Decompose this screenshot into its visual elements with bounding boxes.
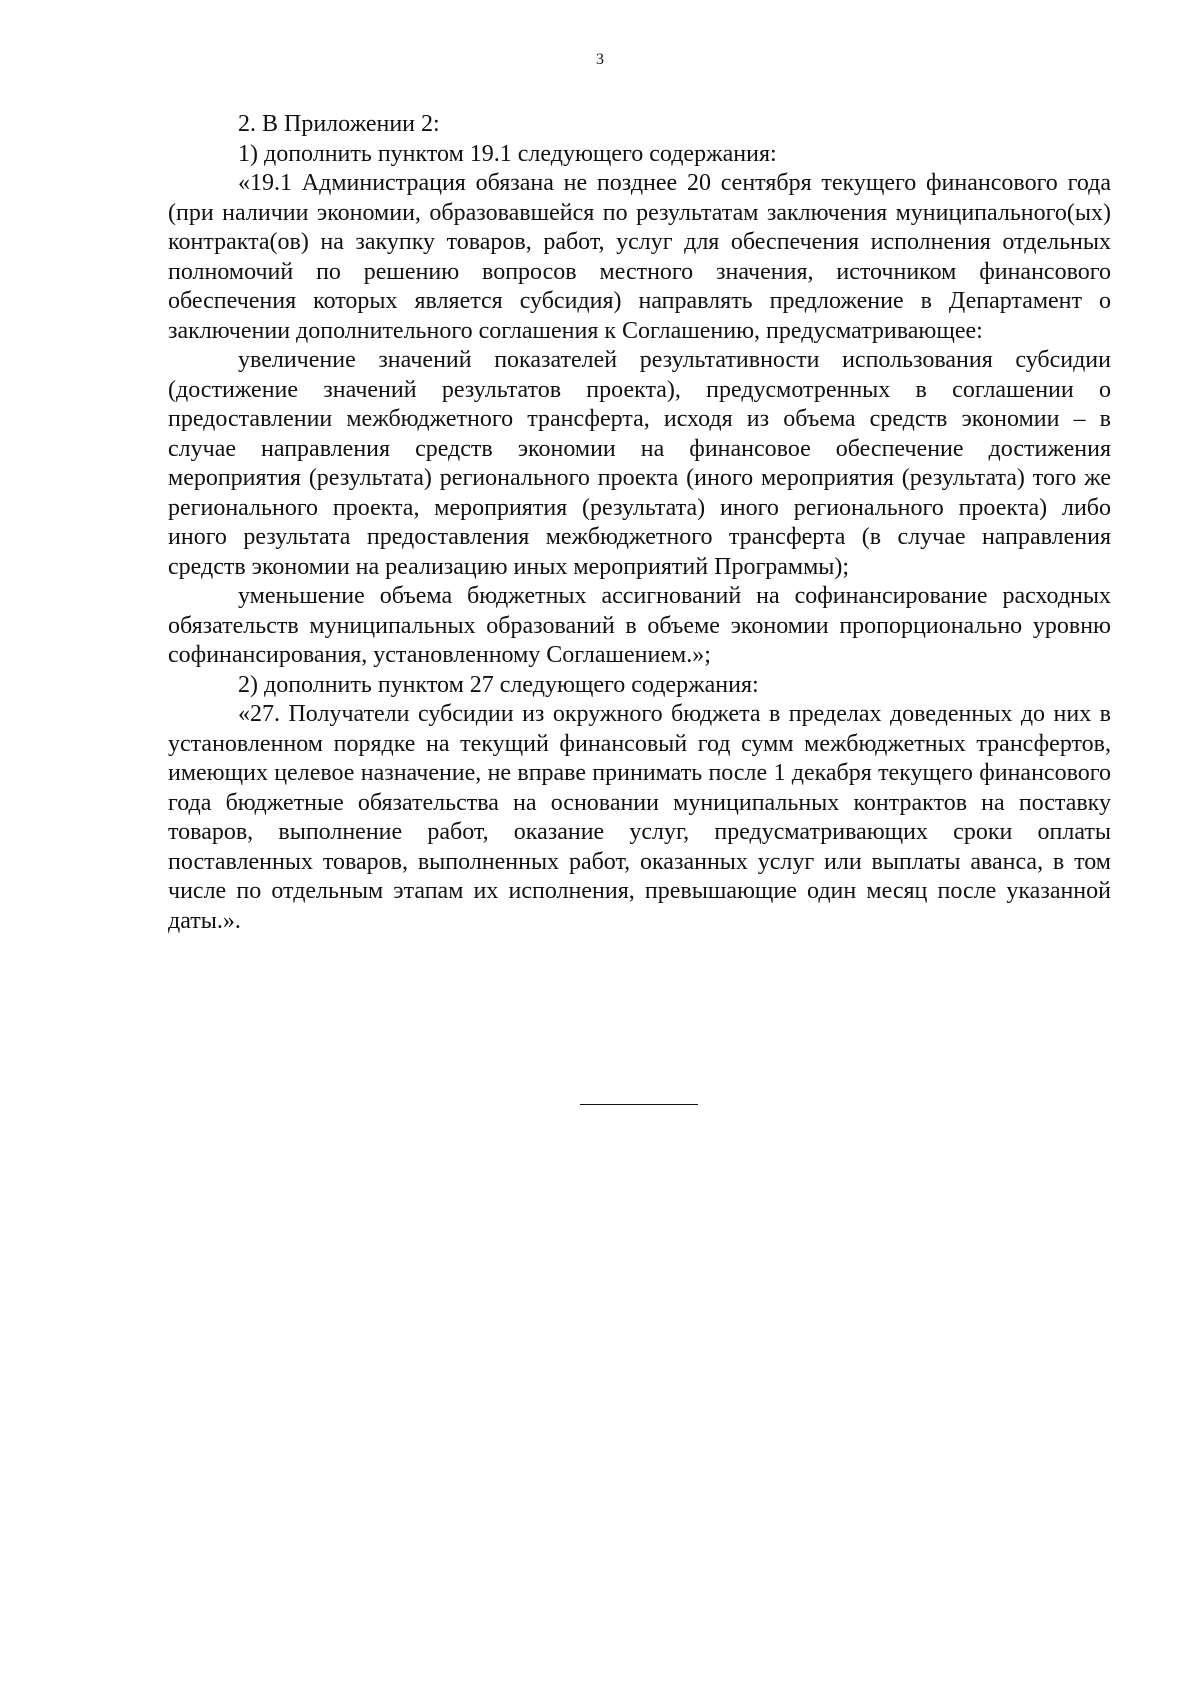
paragraph-decrease-allocations: уменьшение объема бюджетных ассигнований на софинансирование расходных обязательств муниципальных образований в объеме экономии пропорционально уровню софинансирования, установленному Соглашением.»; [168, 583, 1111, 668]
paragraph-clause-27: «27. Получатели субсидии из окружного бюджета в пределах доведенных до них в установленном порядке на текущий финансовый год сумм межбюджетных трансфертов, имеющих целевое назначение, не вправе принимать после 1 декабря текущего финансового года бюджетные обязательства на основании муниципальных контрактов на поставку товаров, выполнение работ, оказание услуг, предусматривающих сроки оплаты поставленных товаров, выполненных работ, оказанных услуг или выплаты аванса, в том числе по отдельным этапам их исполнения, превышающие один месяц после указанной даты.». [168, 701, 1111, 934]
paragraph-clause-19-1: «19.1 Администрация обязана не позднее 20 сентября текущего финансового года (при наличии экономии, образовавшейся по результатам заключения муниципального(ых) контракта(ов) на закупку товаров, работ, услуг для обеспечения исполнения отдельных полномочий по решению вопросов местного значения, источником финансового обеспечения которых является субсидия) направлять предложение в Департамент о заключении дополнительного соглашения к Соглашению, предусматривающее: [168, 170, 1111, 344]
page-number: 3 [596, 51, 604, 68]
paragraph-appendix-heading: 2. В Приложении 2: [238, 111, 440, 137]
paragraph-amendment-1: 1) дополнить пунктом 19.1 следующего содержания: [238, 140, 777, 167]
paragraph-amendment-2: 2) дополнить пунктом 27 следующего содержания: [238, 671, 759, 698]
document-body [168, 110, 1111, 936]
end-separator-line [580, 1104, 698, 1105]
paragraph-increase-indicators: увеличение значений показателей результативности использования субсидии (достижение значений результатов проекта), предусмотренных в соглашении о предоставлении межбюджетного трансферта, исходя из объема средств экономии – в случае направления средств экономии на финансовое обеспечение достижения мероприятия (результата) регионального проекта (иного мероприятия (результата) того же регионального проекта, мероприятия (результата) иного регионального проекта) либо иного результата предоставления межбюджетного трансферта (в случае направления средств экономии на реализацию иных мероприятий Программы); [168, 347, 1111, 580]
